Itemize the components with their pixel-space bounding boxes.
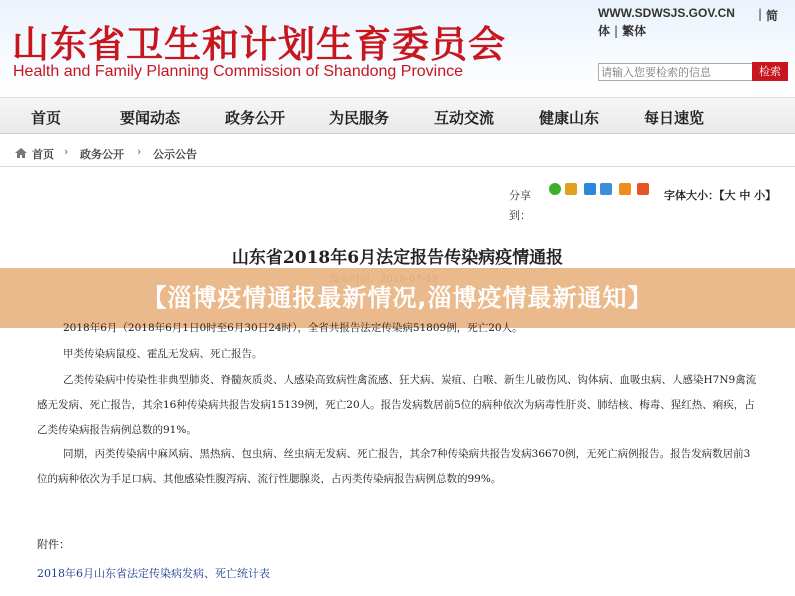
site-title-cn[interactable]: 山东省卫生和计划生育委员会 [12,22,506,66]
lang-sep: | [614,24,619,38]
site-header [0,0,795,97]
wechat-icon[interactable] [549,183,561,195]
sina-weibo-icon[interactable] [619,183,631,195]
breadcrumb-announcements[interactable]: 公示公告 [153,148,197,161]
more-share-icon[interactable] [637,183,649,195]
search-input[interactable] [598,63,754,81]
search-button[interactable]: 检索 [752,62,788,81]
share-label: 分享到： [509,189,531,222]
qzone-icon[interactable] [565,183,577,195]
breadcrumb-gov-affairs[interactable]: 政务公开 [80,148,124,161]
nav-item-gov-affairs[interactable]: 政务公开 [225,109,286,127]
overlay-banner-text: 【淄博疫情通报最新情况,淄博疫情最新通知】 [142,284,653,312]
article-paragraph: 乙类传染病中传染性非典型肺炎、脊髓灰质炎、人感染高致病性禽流感、狂犬病、炭疽、白喉、新生儿破伤风、钩体病、血吸虫病、人感染H7N9禽流感无发病、死亡报告，其余16种传染病共报告发病15139例，死亡20人。报告发病数居前5位的病种依次为病毒性肝炎、肺结核、梅毒、猩红热、痢疾，占乙类传染病报告病例总数的91%。 [37,374,757,436]
nav-item-healthy-shandong[interactable]: 健康山东 [539,109,600,127]
breadcrumb [0,138,795,167]
nav-item-daily-brief[interactable]: 每日速览 [644,109,705,127]
nav-item-public-service[interactable]: 为民服务 [329,109,390,127]
breadcrumb-separator: › [64,145,69,158]
attachment-link[interactable]: 2018年6月山东省法定传染病发病、死亡统计表 [37,567,270,580]
site-domain: WWW.SDWSJS.GOV.CN [598,6,735,20]
article-paragraph: 2018年6月（2018年6月1日0时至6月30日24时），全省共报告法定传染病51809例，死亡20人。 [63,322,523,334]
font-size-switch[interactable]: 字体大小：【大 中 小】 [664,189,777,202]
article-title: 山东省2018年6月法定报告传染病疫情通报 [231,248,564,268]
nav-item-home[interactable]: 首页 [31,109,62,127]
breadcrumb-separator: › [137,145,142,158]
lang-ti-text[interactable]: 体 [598,24,611,38]
attachment-label: 附件： [37,538,70,551]
lang-traditional-link[interactable]: 繁体 [622,24,647,38]
article-paragraph: 同期，丙类传染病中麻风病、黑热病、包虫病、丝虫病无发病、死亡报告，其余7种传染病共报告发病36670例，无死亡病例报告。报告发病数居前3位的病种依次为手足口病、其他感染性腹泻病、流行性腮腺炎，占丙类传染病报告病例总数的99%。 [37,448,751,485]
site-title-en: Health and Family Planning Commission of Shandong Province [13,63,464,80]
main-nav [0,97,795,134]
renren-icon[interactable] [600,183,612,195]
lang-switch [598,22,646,39]
tencent-weibo-icon[interactable] [584,183,596,195]
lang-simplified-link[interactable]: 简 [766,9,779,23]
nav-item-news[interactable]: 要闻动态 [120,109,181,127]
nav-item-interaction[interactable]: 互动交流 [434,109,495,127]
breadcrumb-home[interactable]: 首页 [32,148,54,161]
home-icon [14,147,28,159]
article-paragraph: 甲类传染病鼠疫、霍乱无发病、死亡报告。 [63,348,263,360]
lang-divider: | [758,7,763,21]
